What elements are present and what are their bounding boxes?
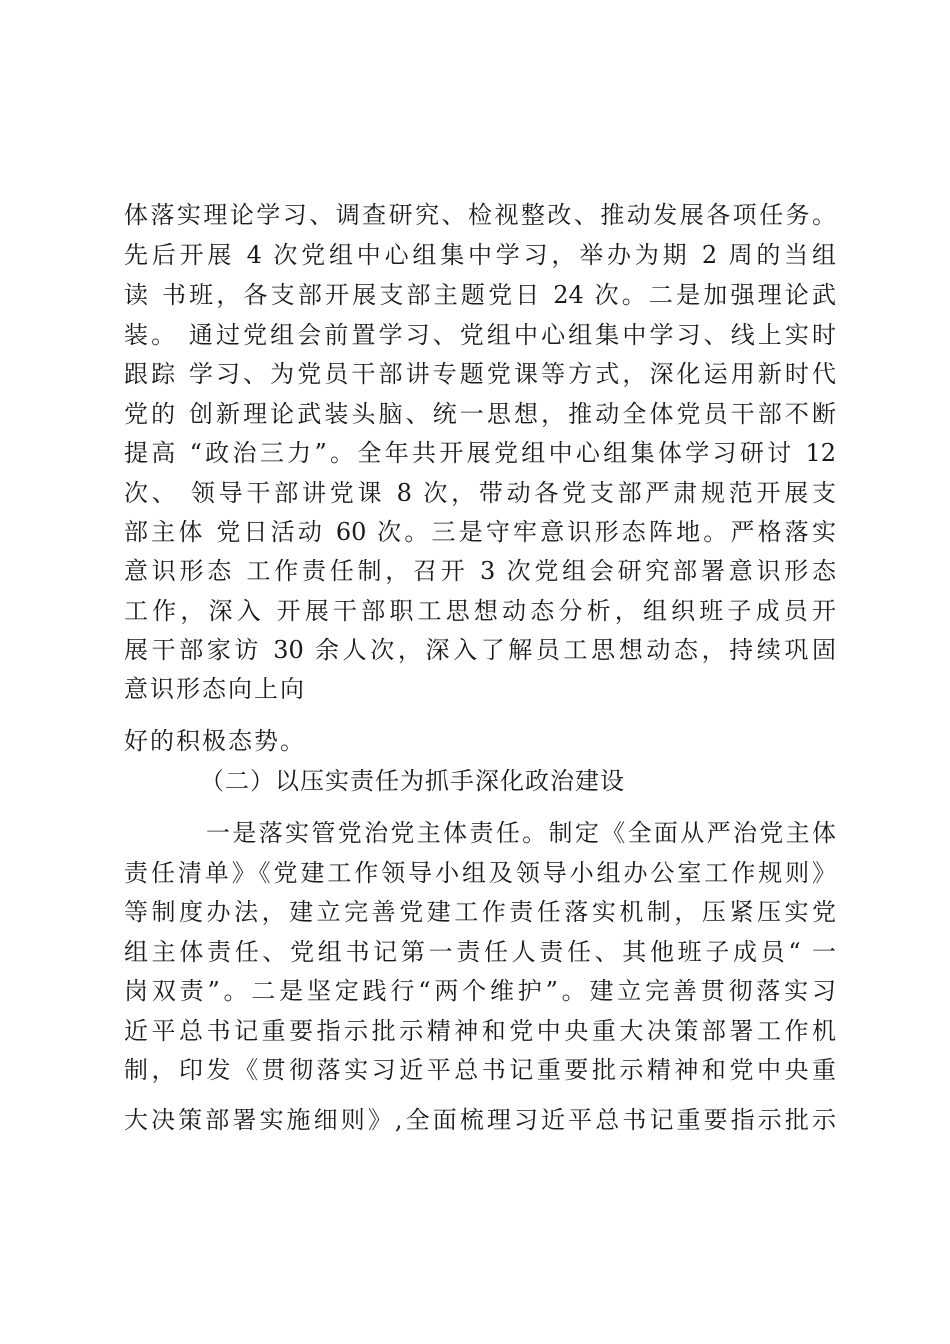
- paragraph-line: 党的 创新理论武装头脑、统一思想，推动全体党员干部不断: [124, 400, 836, 428]
- paragraph-line: 好的积极态势。: [124, 727, 306, 755]
- paragraph-line: 大决策部署实施细则》,全面梳理习近平总书记重要指示批示: [124, 1106, 836, 1134]
- paragraph-line: 工作，深入 开展干部职工思想动态分析，组织班子成员开: [124, 597, 836, 625]
- paragraph-line: 等制度办法，建立完善党建工作责任落实机制，压紧压实党: [124, 898, 836, 926]
- paragraph-line: 装。 通过党组会前置学习、党组中心组集中学习、线上实时: [124, 321, 836, 349]
- paragraph-line: 意识形态 工作责任制，召开 3 次党组会研究部署意识形态: [124, 557, 836, 585]
- paragraph-line: 制，印发《贯彻落实习近平总书记重要批示精神和党中央重: [124, 1056, 836, 1084]
- paragraph-line: 意识形态向上向: [124, 675, 306, 703]
- paragraph-line: 跟踪 学习、为党员干部讲专题党课等方式，深化运用新时代: [124, 360, 836, 388]
- paragraph-line: 岗双责”。二是坚定践行“两个维护”。建立完善贯彻落实习: [124, 977, 836, 1005]
- paragraph-line: 读 书班，各支部开展支部主题党日 24 次。二是加强理论武: [124, 281, 836, 309]
- paragraph-line: 组主体责任、党组书记第一责任人责任、其他班子成员“ 一: [124, 938, 836, 966]
- paragraph-line: 展干部家访 30 余人次，深入了解员工思想动态，持续巩固: [124, 636, 836, 664]
- paragraph-line: 提高 “政治三力”。全年共开展党组中心组集体学习研讨 12: [124, 439, 836, 467]
- paragraph-line: 次、 领导干部讲党课 8 次，带动各党支部严肃规范开展支: [124, 479, 836, 507]
- paragraph-line: 近平总书记重要指示批示精神和党中央重大决策部署工作机: [124, 1017, 836, 1045]
- paragraph-line: 体落实理论学习、调查研究、检视整改、推动发展各项任务。: [124, 201, 836, 229]
- paragraph-line: 先后开展 4 次党组中心组集中学习，举办为期 2 周的当组: [124, 241, 836, 269]
- paragraph-line: 一是落实管党治党主体责任。制定《全面从严治党主体: [206, 819, 836, 847]
- section-heading: （二）以压实责任为抓手深化政治建设: [200, 767, 625, 795]
- paragraph-line: 部主体 党日活动 60 次。三是守牢意识形态阵地。严格落实: [124, 518, 836, 546]
- paragraph-line: 责任清单》《党建工作领导小组及领导小组办公室工作规则》: [124, 859, 836, 887]
